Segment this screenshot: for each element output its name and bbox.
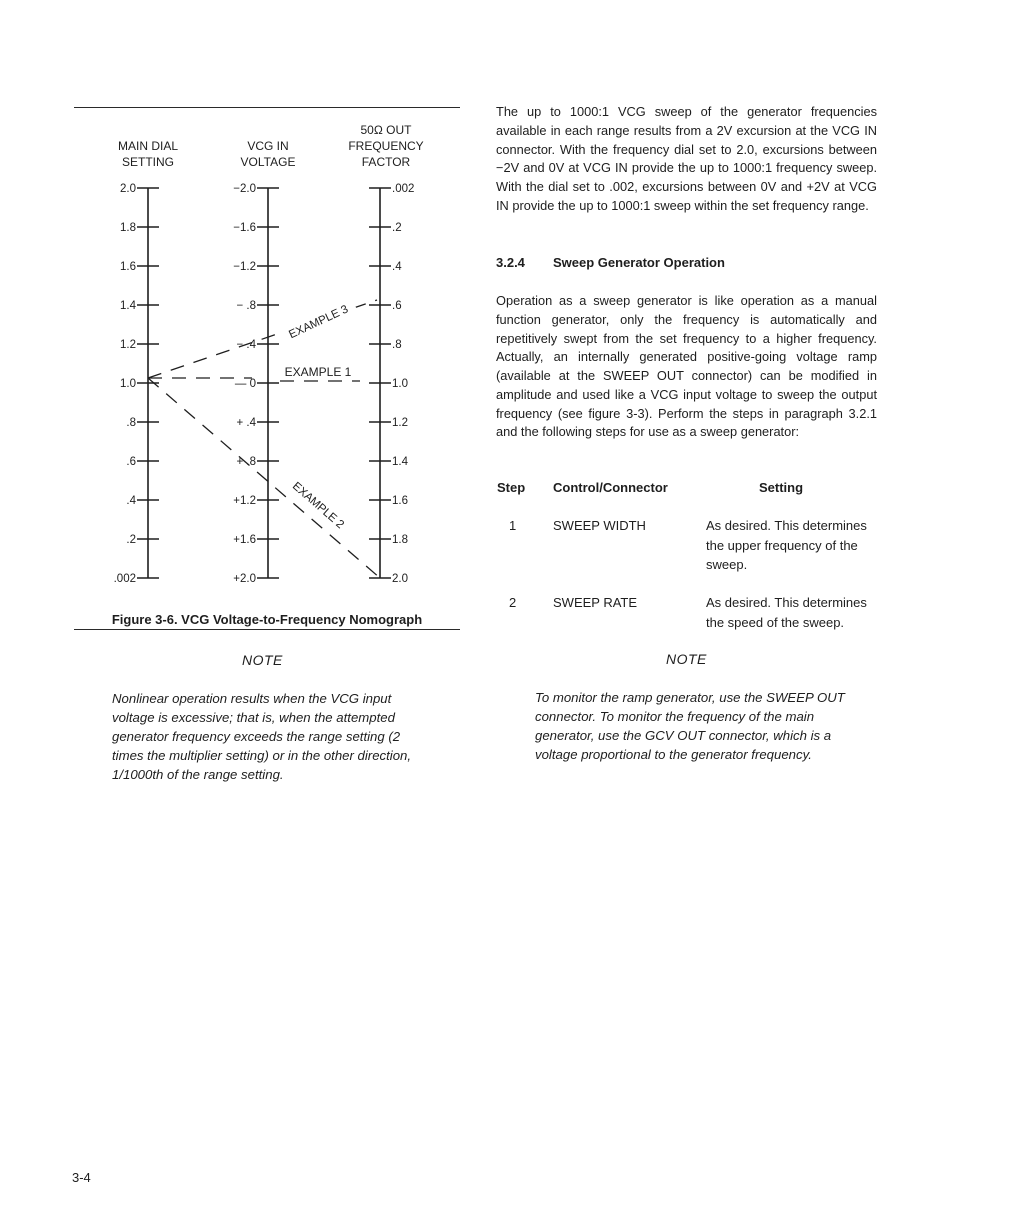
- page-number: 3-4: [72, 1170, 91, 1185]
- figure-bottom-rule: [74, 629, 460, 630]
- vcg-tick-label: + .4: [236, 417, 256, 429]
- main-dial-tick-label: .8: [126, 417, 136, 429]
- example-2-label: EXAMPLE 2: [289, 480, 347, 532]
- figure-caption: Figure 3-6. VCG Voltage-to-Frequency Nomograph: [111, 612, 423, 627]
- vcg-tick-label: −1.6: [233, 222, 256, 234]
- vcg-tick-label: +1.6: [233, 534, 256, 546]
- main-dial-tick-label: 2.0: [120, 183, 136, 195]
- freq-header-line1: 50Ω OUT: [360, 123, 412, 137]
- table-row-2-control: SWEEP RATE: [553, 595, 638, 610]
- vcg-header-line1: VCG IN: [247, 139, 289, 153]
- operation-paragraph: Operation as a sweep generator is like operation as a manual function generator, only the frequency is automatically and repetitively swept from the set frequency to a higher frequency. Actually, an internally generated positive-going voltage ramp (available at the SWEEP OUT connector) can be modified in amplitude and used like a VCG input voltage to sweep the output frequency (see figure 3-3). Perform the steps in paragraph 3.2.1 and the following steps for use as a sweep generator:: [496, 293, 877, 440]
- freq-tick-label: 1.8: [392, 534, 408, 546]
- nomograph-tick-labels: [114, 183, 415, 585]
- main-dial-tick-label: 1.8: [120, 222, 136, 234]
- freq-tick-label: .6: [392, 300, 402, 312]
- example-lines: [148, 300, 380, 578]
- freq-header-line2: FREQUENCY: [348, 139, 424, 153]
- freq-tick-label: 2.0: [392, 573, 408, 585]
- main-dial-tick-label: 1.2: [120, 339, 136, 351]
- example-1-label: EXAMPLE 1: [284, 365, 352, 379]
- vcg-header-line2: VOLTAGE: [240, 155, 296, 169]
- table-header-setting: Setting: [759, 480, 804, 495]
- table-row-1-step: 1: [509, 518, 517, 533]
- freq-tick-label: .2: [392, 222, 402, 234]
- vcg-tick-label: +1.2: [233, 495, 256, 507]
- vcg-tick-label: + .8: [236, 456, 256, 468]
- table-header-step: Step: [497, 480, 526, 495]
- freq-header-line3: FACTOR: [361, 155, 411, 169]
- table-row-2-setting: As desired. This determines the speed of the sweep.: [706, 595, 867, 630]
- left-note-title: NOTE: [242, 652, 283, 668]
- freq-tick-label: 1.6: [392, 495, 408, 507]
- section-number: 3.2.4: [496, 255, 525, 270]
- figure-top-rule: [74, 107, 460, 108]
- section-title: Sweep Generator Operation: [553, 255, 725, 270]
- freq-tick-label: .4: [392, 261, 402, 273]
- freq-tick-label: .8: [392, 339, 402, 351]
- main-dial-tick-label: .6: [126, 456, 136, 468]
- vcg-tick-label: −2.0: [233, 183, 256, 195]
- vcg-tick-label: — 0: [234, 378, 256, 390]
- example-2-line: [148, 378, 380, 578]
- main-dial-tick-label: 1.6: [120, 261, 136, 273]
- freq-tick-label: 1.2: [392, 417, 408, 429]
- table-header-control: Control/Connector: [553, 480, 668, 495]
- nomograph: [70, 110, 470, 600]
- table-row-1-setting: As desired. This determines the upper frequency of the sweep.: [706, 518, 867, 572]
- table-row-1-control: SWEEP WIDTH: [553, 518, 646, 533]
- main-dial-tick-label: 1.4: [120, 300, 136, 312]
- freq-tick-label: 1.0: [392, 378, 408, 390]
- main-dial-tick-label: .002: [113, 573, 136, 585]
- example-3-label: EXAMPLE 3: [287, 303, 351, 342]
- freq-tick-label: 1.4: [392, 456, 408, 468]
- table-row-2-step: 2: [509, 595, 517, 610]
- main-dial-tick-label: .2: [126, 534, 136, 546]
- main-dial-header-line1: MAIN DIAL: [117, 139, 179, 153]
- right-note-body: To monitor the ramp generator, use the SWEEP OUT connector. To monitor the frequency of the main generator, use the GCV OUT connector, which is a voltage proportional to the generator frequency.: [535, 690, 845, 762]
- main-dial-header-line2: SETTING: [121, 155, 175, 169]
- nomograph-axes: [137, 188, 391, 578]
- vcg-tick-label: +2.0: [233, 573, 256, 585]
- right-note-title: NOTE: [666, 651, 707, 667]
- vcg-tick-label: −1.2: [233, 261, 256, 273]
- freq-tick-label: .002: [392, 183, 415, 195]
- main-dial-tick-label: 1.0: [120, 378, 136, 390]
- intro-paragraph: The up to 1000:1 VCG sweep of the generator frequencies available in each range results from a 2V excursion at the VCG IN connector. With the frequency dial set to 2.0, excursions between −2V and 0V at VCG IN provide the up to 1000:1 frequency sweep. With the dial set to .002, excursions between 0V and +2V at VCG IN provide the up to 1000:1 sweep within the set frequency range.: [496, 104, 877, 213]
- left-note-body: Nonlinear operation results when the VCG input voltage is excessive; that is, when the attempted generator frequency exceeds the range setting (2 times the multiplier setting) or in the other direction, 1/1000th of the range setting.: [112, 691, 412, 782]
- main-dial-tick-label: .4: [126, 495, 136, 507]
- vcg-tick-label: − .4: [236, 339, 256, 351]
- vcg-tick-label: − .8: [236, 300, 256, 312]
- section-heading: [496, 255, 725, 270]
